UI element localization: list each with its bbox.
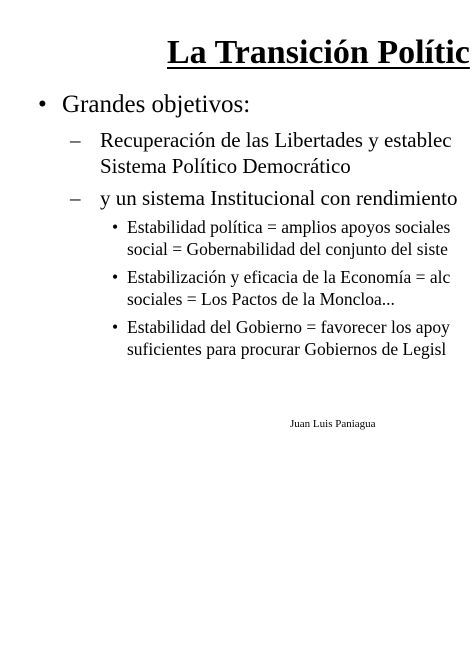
level3-bullet: •	[112, 267, 119, 287]
level3-line: Estabilidad del Gobierno = favorecer los apoy	[127, 317, 450, 337]
level2-marker: –	[70, 128, 81, 152]
level3-line: Estabilización y eficacia de la Economía = alc	[127, 267, 451, 287]
level2-line: y un sistema Institucional con rendimiento	[100, 186, 458, 210]
level2-line: Sistema Político Democrático	[100, 154, 351, 178]
slide-title: La Transición Polític	[167, 34, 470, 71]
level3-line: Estabilidad política = amplios apoyos sociales	[127, 217, 451, 237]
level1-bullet: •	[38, 91, 47, 118]
level3-bullet: •	[112, 317, 119, 337]
level2-marker: –	[70, 186, 81, 210]
level3-line: suficientes para procurar Gobiernos de Legisl	[127, 339, 447, 359]
level3-bullet: •	[112, 217, 119, 237]
level2-line: Recuperación de las Libertades y establec	[100, 128, 452, 152]
level3-line: sociales = Los Pactos de la Moncloa...	[127, 289, 395, 309]
author-credit: Juan Luis Paniagua	[290, 418, 376, 430]
level1-text: Grandes objetivos:	[62, 91, 251, 118]
level3-line: social = Gobernabilidad del conjunto del siste	[127, 239, 448, 259]
